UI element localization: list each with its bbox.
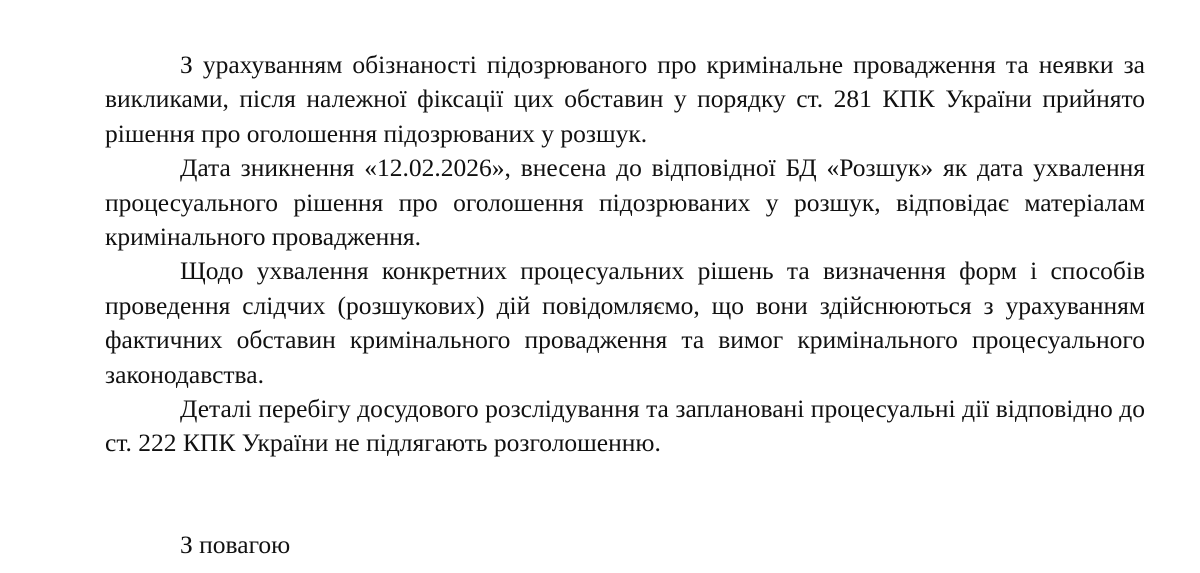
paragraph-disappearance-date: Дата зникнення «12.02.2026», внесена до відповідної БД «Розшук» як дата ухвалення процесуального рішення про оголошення підозрюваних у розшук, відповідає матеріалам кримінального провадження.	[105, 153, 1145, 252]
paragraph-search-decision: З урахуванням обізнаності підозрюваного про кримінальне провадження та неявки за викликами, після належної фіксації цих обставин у порядку ст. 281 КПК України прийнято рішення про оголошення підозрюваних у розшук.	[105, 50, 1145, 148]
document-body	[105, 48, 1145, 461]
closing-salutation: З повагою	[180, 530, 291, 559]
paragraph-non-disclosure: Деталі перебігу досудового розслідування та заплановані процесуальні дії відповідно до ст. 222 КПК України не підлягають розголошенню.	[105, 394, 1145, 458]
paragraph-procedural-decisions: Щодо ухвалення конкретних процесуальних рішень та визначення форм і способів проведення слідчих (розшукових) дій повідомляємо, що вони здійснюються з урахуванням фактичних обставин кримінального провадження та вимог кримінального процесуального законодавства.	[105, 256, 1145, 389]
